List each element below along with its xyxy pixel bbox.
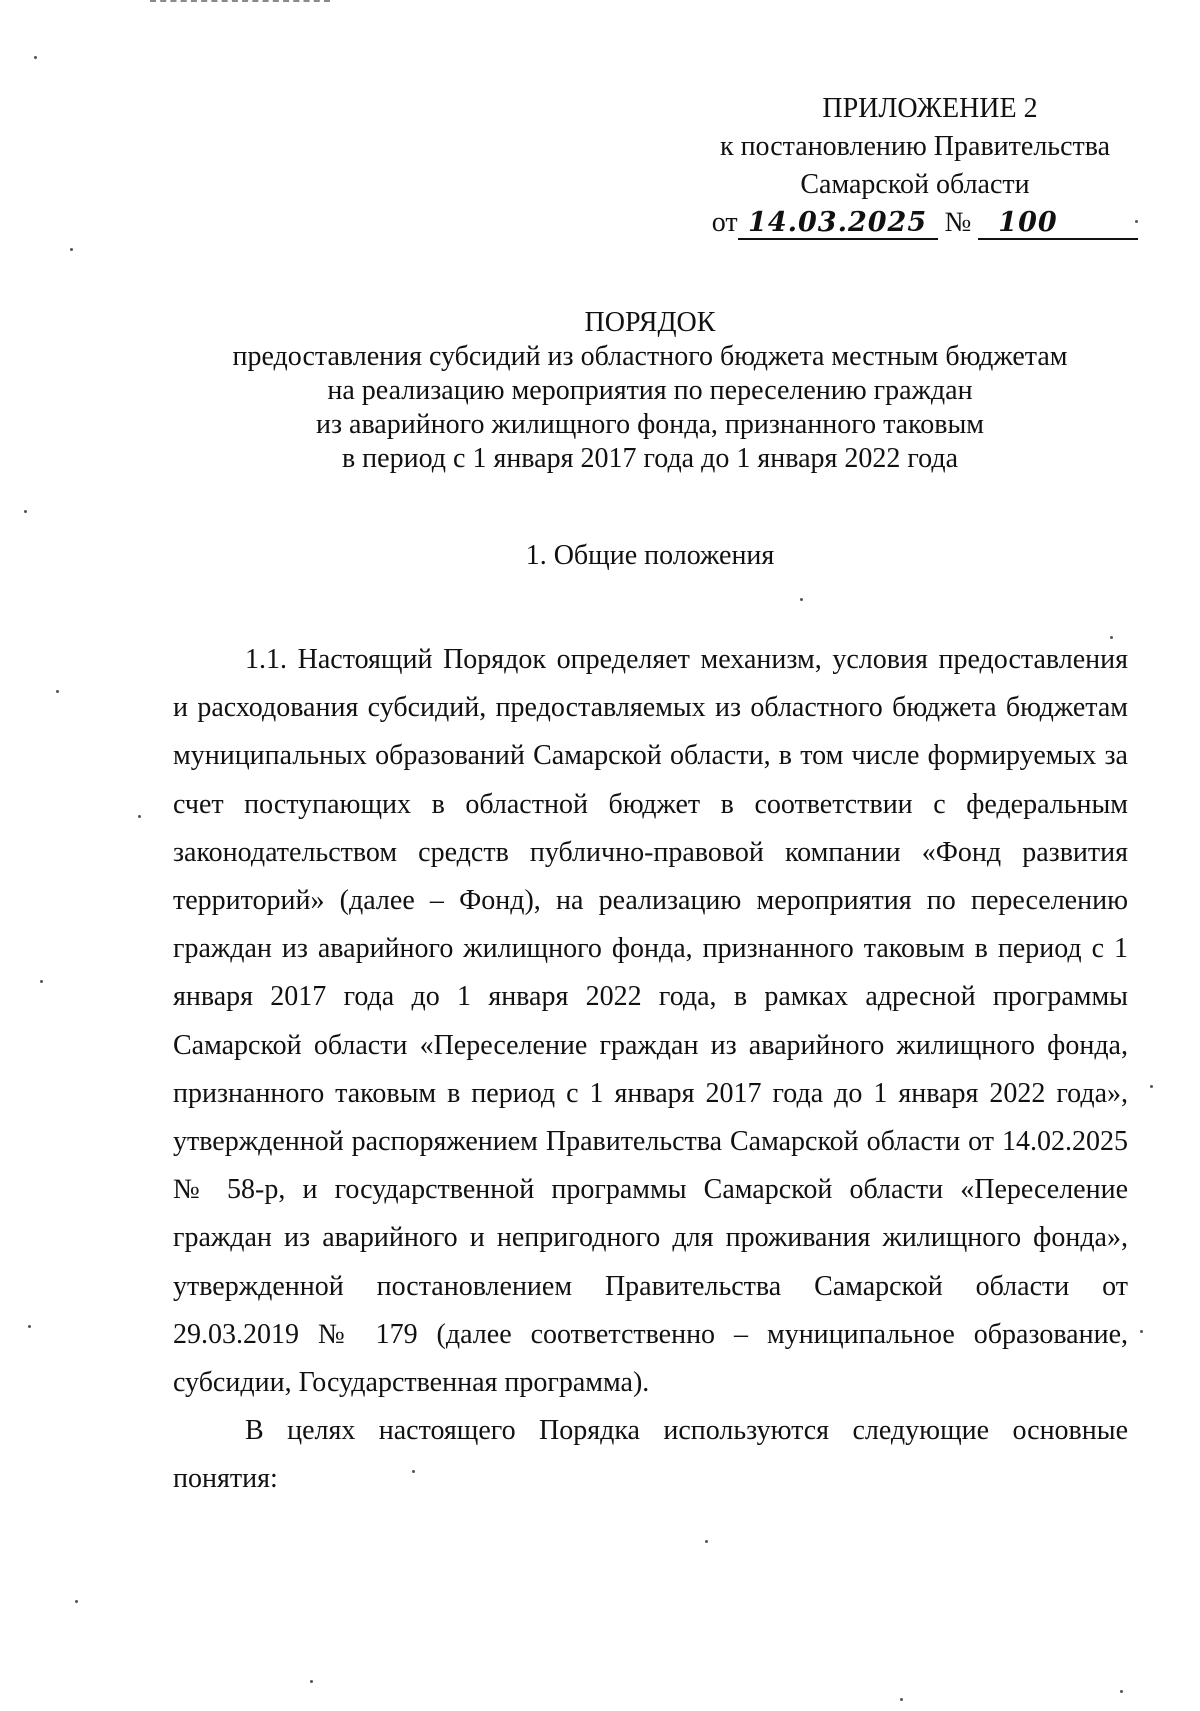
- scan-speck: [1110, 636, 1113, 639]
- scan-speck: [900, 1698, 903, 1701]
- scan-speck: [70, 248, 73, 251]
- scan-speck: [412, 1470, 415, 1473]
- document-subtitle-line: на реализацию мероприятия по переселению граждан: [327, 375, 973, 406]
- scan-speck: [24, 510, 27, 513]
- scan-speck: [28, 1325, 31, 1328]
- scan-speck: [75, 1600, 78, 1603]
- appendix-line-2: Самарской области: [800, 169, 1030, 200]
- scan-speck: [1150, 1085, 1153, 1088]
- appendix-title: ПРИЛОЖЕНИЕ 2: [822, 93, 1038, 124]
- body-text: [173, 636, 1128, 1504]
- scan-speck: [1120, 1690, 1123, 1693]
- handwritten-date: 14.03.2025: [738, 208, 938, 240]
- number-sign: №: [944, 207, 972, 238]
- appendix-line-1: к постановлению Правительства: [719, 131, 1111, 162]
- document-subtitle-line: предоставления субсидий из областного бюджета местным бюджетам: [232, 341, 1068, 372]
- scan-speck: [34, 56, 37, 59]
- document-subtitle-line: из аварийного жилищного фонда, признанного таковым: [315, 409, 985, 440]
- date-prefix: от: [711, 207, 738, 238]
- scan-speck: [310, 1680, 313, 1683]
- scan-speck: [40, 980, 43, 983]
- scan-speck: [1135, 220, 1138, 223]
- body-paragraph: В целях настоящего Порядка используются следующие основные понятия:: [173, 1415, 1128, 1495]
- scan-speck: [138, 815, 141, 818]
- handwritten-number: 100: [978, 208, 1138, 240]
- appendix-date-line: [690, 204, 1140, 242]
- scan-edge-artifact: [150, 0, 330, 4]
- body-paragraph: 1.1. Настоящий Порядок определяет механизм, условия предоставления и расходования субсидий, предоставляемых из областного бюджета бюджетам муниципальных образований Самарской области, в том числе формируемых за счет поступающих в областной бюджет в соответствии с федеральным законодательством средств публично-правовой компании «Фонд развития территорий» (далее – Фонд), на реализацию мероприятия по переселению граждан из аварийного жилищного фонда, признанного таковым в период с 1 января 2017 года до 1 января 2022 года, в рамках адресной программы Самарской области «Переселение граждан из аварийного жилищного фонда, признанного таковым в период с 1 января 2017 года до 1 января 2022 года», утвержденной распоряжением Правительства Самарской области от 14.02.2025 № 58-р, и государственной программы Самарской области «Переселение граждан из аварийного и непригодного для проживания жилищного фонда», утвержденной постановлением Правительства Самарской области от 29.03.2019 № 179 (далее соответственно – муниципальное образование, субсидии, Государственная программа).: [173, 644, 1128, 1399]
- scan-speck: [800, 598, 803, 601]
- scan-speck: [56, 690, 59, 693]
- appendix-block: [690, 90, 1140, 242]
- section-heading: 1. Общие положения: [525, 540, 775, 571]
- document-subtitle-line: в период с 1 января 2017 года до 1 января 2022 года: [341, 443, 959, 474]
- document-title: [0, 306, 1200, 476]
- scan-speck: [1140, 1330, 1143, 1333]
- scan-speck: [705, 1540, 708, 1543]
- document-heading: ПОРЯДОК: [584, 307, 716, 338]
